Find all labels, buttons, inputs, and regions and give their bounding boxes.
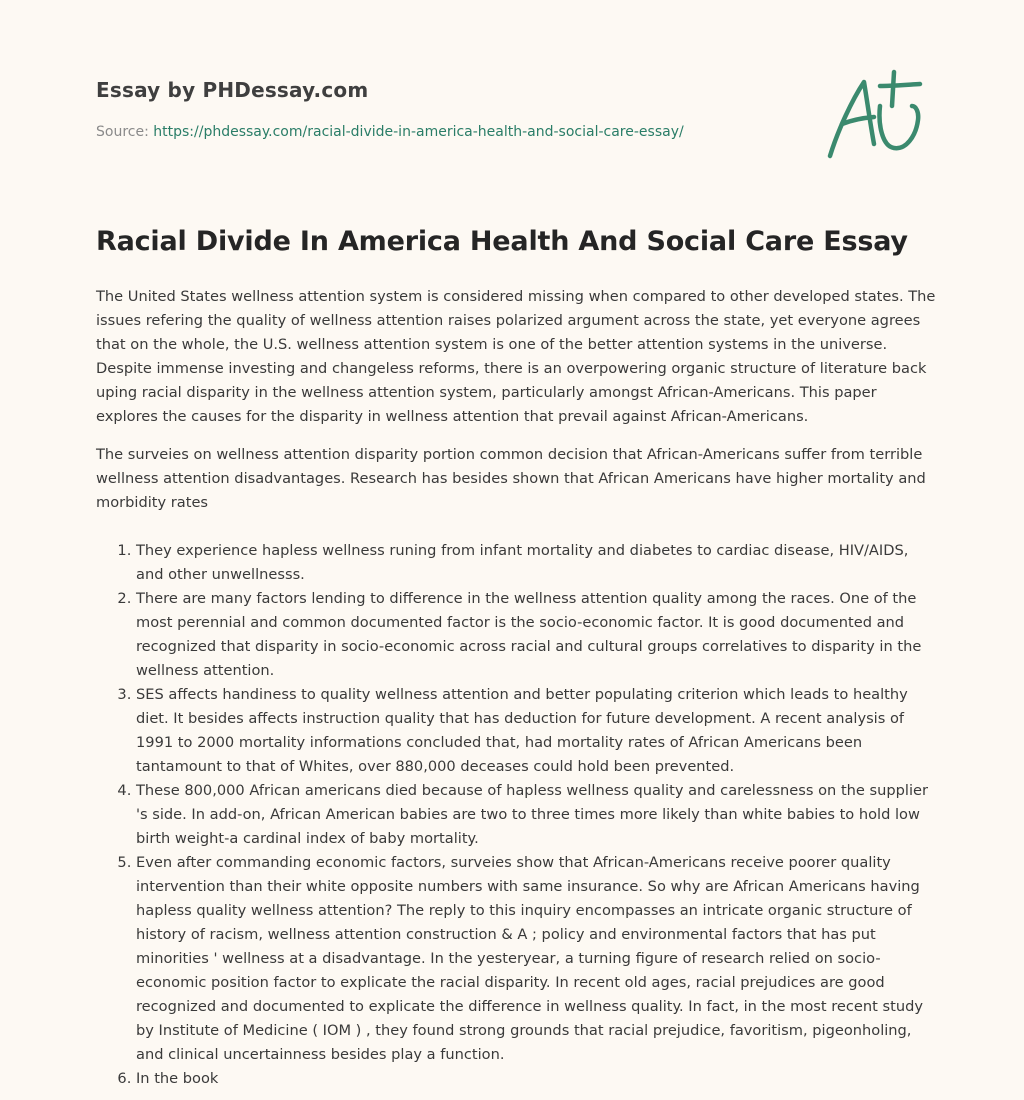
paragraph: The United States wellness attention system is considered missing when compared to other developed states. The issues refering the quality of wellness attention raises polarized argument across the state, yet everyone agrees that on the whole, the U.S. wellness attention system is one of the better attention systems in the universe. Despite immense investing and changeless reforms, there is an overpowering organic structure of literature back uping racial disparity in the wellness attention system, particularly amongst African-Americans. This paper explores the causes for the disparity in wellness attention that prevail against African-Americans. [96,288,936,425]
essay-title: Racial Divide In America Health And Social Care Essay [96,226,908,257]
essay-body [96,285,936,1091]
site-brand: Essay by PHDessay.com [96,78,369,102]
list-item: 6. In the book [136,1067,936,1091]
numbered-list [96,539,936,1091]
paragraph: The surveies on wellness attention disparity portion common decision that African-Americans suffer from terrible wellness attention disadvantages. Research has besides shown that African Americans have higher mortality and morbidity rates [96,446,926,511]
a-plus-grade-icon [824,66,930,166]
list-item: 2. There are many factors lending to difference in the wellness attention quality among the races. One of the most perennial and common documented factor is the socio-economic factor. It is good documented and recognized that disparity in socio-economic across racial and cultural groups correlatives to disparity in the wellness attention. [136,587,936,683]
source-link[interactable]: https://phdessay.com/racial-divide-in-america-health-and-social-care-essay/ [153,124,684,140]
list-item: 4. These 800,000 African americans died because of hapless wellness quality and carelessness on the supplier 's side. In add-on, African American babies are two to three times more likely than white babies to hold low birth weight-a cardinal index of baby mortality. [136,779,936,851]
list-item: 1. They experience hapless wellness runing from infant mortality and diabetes to cardiac disease, HIV/AIDS, and other unwellnesss. [136,539,936,587]
list-item: 5. Even after commanding economic factors, surveies show that African-Americans receive poorer quality intervention than their white opposite numbers with same insurance. So why are African Americans having hapless quality wellness attention? The reply to this inquiry encompasses an intricate organic structure of history of racism, wellness attention construction & A ; policy and environmental factors that has put minorities ' wellness at a disadvantage. In the yesteryear, a turning figure of research relied on socio-economic position factor to explicate the racial disparity. In recent old ages, racial prejudices are good recognized and documented to explicate the difference in wellness quality. In fact, in the most recent study by Institute of Medicine ( IOM ) , they found strong grounds that racial prejudice, favoritism, pigeonholing, and clinical uncertainness besides play a function. [136,851,936,1067]
source-line [96,124,684,140]
list-item: 3. SES affects handiness to quality wellness attention and better populating criterion which leads to healthy diet. It besides affects instruction quality that has deduction for future development. A recent analysis of 1991 to 2000 mortality informations concluded that, had mortality rates of African Americans been tantamount to that of Whites, over 880,000 deceases could hold been prevented. [136,683,936,779]
source-label: Source: [96,124,149,140]
